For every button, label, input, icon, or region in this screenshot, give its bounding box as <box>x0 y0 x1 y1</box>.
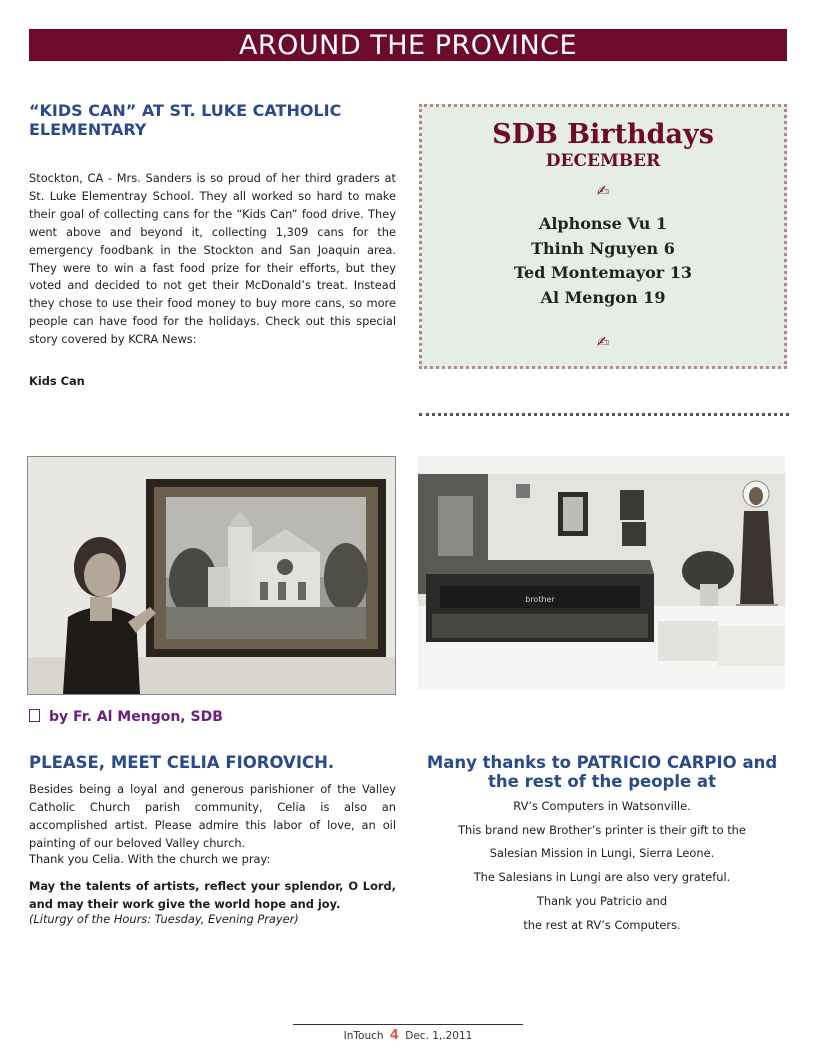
list-item: the rest at RV’s Computers. <box>523 917 681 932</box>
list-item: Thinh Nguyen 6 <box>531 238 675 258</box>
celia-prayer-text: May the talents of artists, reflect your splendor, O Lord, and may their work give the world hope and joy. <box>29 879 396 911</box>
list-item: This brand new Brother’s printer is their gift to the <box>458 822 746 837</box>
list-item: Thank you Patricio and <box>536 893 668 908</box>
byline <box>29 709 223 725</box>
birthday-list <box>422 212 784 310</box>
list-item: Salesian Mission in Lungi, Sierra Leone. <box>489 846 715 861</box>
celia-painting-image <box>28 457 395 694</box>
footer-rule <box>293 1024 523 1025</box>
kids-can-link[interactable]: Kids Can <box>29 374 85 388</box>
section-title: AROUND THE PROVINCE <box>238 30 578 61</box>
quill-icon: ✍ <box>596 182 610 200</box>
bullet-box-icon <box>29 709 40 722</box>
printer-photo <box>418 456 785 689</box>
celia-thanks-text: Thank you Celia. With the church we pray: <box>29 852 271 866</box>
footer-date: Dec. 1,.2011 <box>405 1030 473 1042</box>
thanks-headline: Many thanks to PATRICIO CARPIO and the rest of the people at <box>426 753 778 791</box>
byline-text: by Fr. Al Mengon, SDB <box>49 709 223 725</box>
page-number: 4 <box>389 1028 399 1043</box>
printer-brand-label: brother <box>525 595 555 604</box>
page-footer <box>293 1028 523 1043</box>
list-item: Alphonse Vu 1 <box>538 214 668 233</box>
birthday-title: SDB Birthdays <box>492 119 714 150</box>
celia-painting-photo <box>27 456 396 695</box>
section-banner <box>29 29 787 61</box>
birthday-box <box>419 104 787 369</box>
kids-can-headline: “KIDS CAN” AT ST. LUKE CATHOLIC ELEMENTARY <box>29 101 342 139</box>
quill-icon: ✍ <box>596 333 610 351</box>
list-item: The Salesians in Lungi are also very grateful. <box>473 870 731 885</box>
birthday-month: DECEMBER <box>545 151 661 171</box>
list-item: Ted Montemayor 13 <box>513 263 693 282</box>
footer-publication: InTouch <box>343 1030 384 1042</box>
prayer-source: (Liturgy of the Hours: Tuesday, Evening Prayer) <box>29 912 299 926</box>
printer-image <box>418 456 785 689</box>
list-item: RV’s Computers in Watsonville. <box>513 799 691 813</box>
celia-article-text: Besides being a loyal and generous parishioner of the Valley Catholic Church parish community, Celia is also an accomplished artist. Please admire this labor of love, an oil painting of our beloved Valley church. <box>29 782 396 850</box>
kids-can-article-text: Stockton, CA - Mrs. Sanders is so proud of her third graders at St. Luke Elementray School. They all worked so hard to make their goal of collecting cans for the “Kids Can” food drive. They went above and beyond it, collecting 1,309 cans for the emergency foodbank in the Stockton and San Joaquin area. They were to win a fast food prize for their efforts, but they voted and decided to not get their McDonald’s treat. Instead they chose to use their food money to buy more cans, so more people can have food for the holidays. Check out this special story covered by KCRA News: <box>29 171 396 347</box>
dotted-divider <box>419 413 789 416</box>
celia-headline: PLEASE, MEET CELIA FIOROVICH. <box>29 753 335 772</box>
thanks-lines <box>418 795 786 937</box>
list-item: Al Mengon 19 <box>540 287 666 307</box>
